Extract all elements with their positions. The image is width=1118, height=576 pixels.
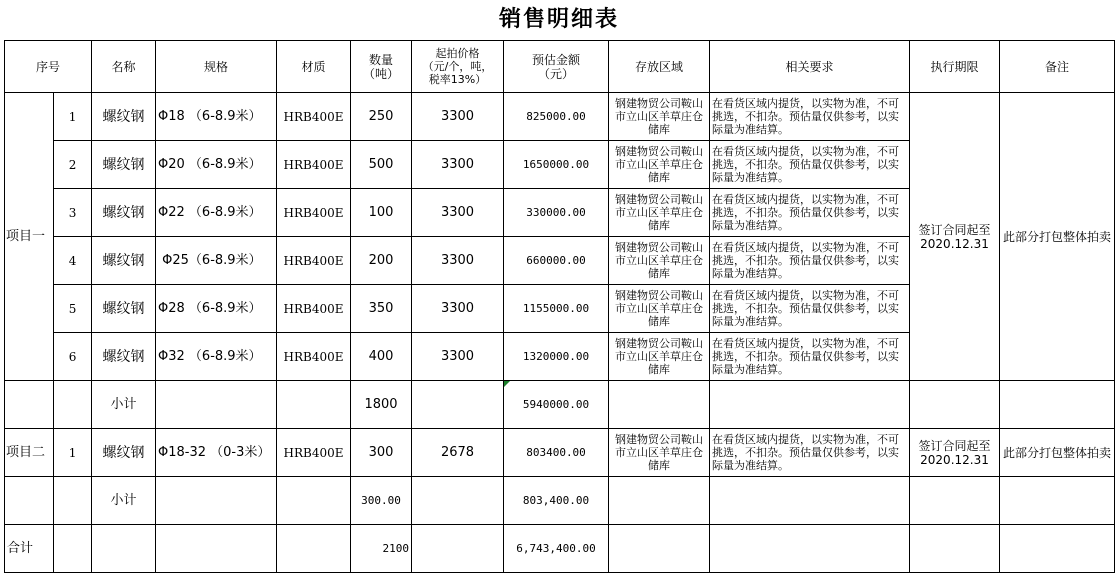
empty-cell — [156, 477, 277, 525]
total-quantity: 2100 — [351, 525, 412, 573]
row-material: HRB400E — [277, 333, 351, 381]
row-spec: Φ18-32 （0-3米） — [156, 429, 277, 477]
row-price: 2678 — [412, 429, 504, 477]
row-material: HRB400E — [277, 429, 351, 477]
group2-label: 项目二 — [5, 429, 54, 477]
empty-cell — [277, 525, 351, 573]
empty-cell — [710, 477, 910, 525]
header-spec: 规格 — [156, 41, 277, 93]
header-location: 存放区域 — [609, 41, 710, 93]
row-name: 螺纹钢 — [92, 189, 156, 237]
row-material: HRB400E — [277, 189, 351, 237]
row-requirements: 在看货区域内提货，以实物为准，不可挑选，不扣杂。预估量仅供参考，以实际量为准结算。 — [710, 333, 910, 381]
header-row — [5, 41, 1115, 93]
comment-marker-icon — [504, 381, 510, 387]
empty-cell — [1000, 525, 1115, 573]
row-price: 3300 — [412, 141, 504, 189]
table-row — [5, 429, 1115, 477]
empty-cell — [412, 477, 504, 525]
row-location: 钢建物贸公司鞍山市立山区羊草庄仓储库 — [609, 285, 710, 333]
row-index: 5 — [54, 285, 92, 333]
group1-label: 项目一 — [5, 93, 54, 381]
row-index: 4 — [54, 237, 92, 285]
row-quantity: 300 — [351, 429, 412, 477]
empty-cell — [156, 525, 277, 573]
row-requirements: 在看货区域内提货，以实物为准，不可挑选，不扣杂。预估量仅供参考，以实际量为准结算。 — [710, 285, 910, 333]
total-amount: 6,743,400.00 — [504, 525, 609, 573]
row-location: 钢建物贸公司鞍山市立山区羊草庄仓储库 — [609, 237, 710, 285]
row-amount: 660000.00 — [504, 237, 609, 285]
row-price: 3300 — [412, 93, 504, 141]
row-amount: 1650000.00 — [504, 141, 609, 189]
subtotal-amount-value: 5940000.00 — [522, 397, 590, 411]
row-location: 钢建物贸公司鞍山市立山区羊草庄仓储库 — [609, 93, 710, 141]
row-price: 3300 — [412, 285, 504, 333]
row-name: 螺纹钢 — [92, 285, 156, 333]
subtotal-quantity: 1800 — [351, 381, 412, 429]
empty-cell — [277, 381, 351, 429]
row-price: 3300 — [412, 189, 504, 237]
empty-cell — [412, 381, 504, 429]
subtotal-label: 小计 — [92, 381, 156, 429]
empty-cell — [609, 477, 710, 525]
group1-period: 签订合同起至2020.12.31 — [910, 93, 1000, 381]
empty-cell — [54, 477, 92, 525]
row-amount: 1155000.00 — [504, 285, 609, 333]
row-name: 螺纹钢 — [92, 333, 156, 381]
empty-cell — [5, 477, 54, 525]
empty-cell — [54, 525, 92, 573]
row-index: 1 — [54, 93, 92, 141]
row-amount: 330000.00 — [504, 189, 609, 237]
row-requirements: 在看货区域内提货，以实物为准，不可挑选，不扣杂。预估量仅供参考，以实际量为准结算。 — [710, 141, 910, 189]
row-amount: 1320000.00 — [504, 333, 609, 381]
row-amount: 825000.00 — [504, 93, 609, 141]
row-location: 钢建物贸公司鞍山市立山区羊草庄仓储库 — [609, 189, 710, 237]
row-index: 2 — [54, 141, 92, 189]
row-material: HRB400E — [277, 141, 351, 189]
header-note: 备注 — [1000, 41, 1115, 93]
empty-cell — [1000, 477, 1115, 525]
row-price: 3300 — [412, 333, 504, 381]
row-spec: Φ20 （6-8.9米） — [156, 141, 277, 189]
sales-detail-table — [4, 40, 1115, 573]
header-material: 材质 — [277, 41, 351, 93]
empty-cell — [910, 477, 1000, 525]
empty-cell — [609, 381, 710, 429]
row-index: 6 — [54, 333, 92, 381]
row-quantity: 350 — [351, 285, 412, 333]
row-location: 钢建物贸公司鞍山市立山区羊草庄仓储库 — [609, 333, 710, 381]
row-quantity: 100 — [351, 189, 412, 237]
empty-cell — [910, 381, 1000, 429]
empty-cell — [609, 525, 710, 573]
row-location: 钢建物贸公司鞍山市立山区羊草庄仓储库 — [609, 141, 710, 189]
row-requirements: 在看货区域内提货，以实物为准，不可挑选，不扣杂。预估量仅供参考，以实际量为准结算。 — [710, 237, 910, 285]
group2-period: 签订合同起至2020.12.31 — [910, 429, 1000, 477]
subtotal-label: 小计 — [92, 477, 156, 525]
empty-cell — [54, 381, 92, 429]
row-quantity: 200 — [351, 237, 412, 285]
row-index: 1 — [54, 429, 92, 477]
row-spec: Φ28 （6-8.9米） — [156, 285, 277, 333]
row-quantity: 500 — [351, 141, 412, 189]
row-spec: Φ32 （6-8.9米） — [156, 333, 277, 381]
header-name: 名称 — [92, 41, 156, 93]
row-requirements: 在看货区域内提货，以实物为准，不可挑选，不扣杂。预估量仅供参考，以实际量为准结算。 — [710, 93, 910, 141]
subtotal-quantity: 300.00 — [351, 477, 412, 525]
row-name: 螺纹钢 — [92, 429, 156, 477]
row-index: 3 — [54, 189, 92, 237]
empty-cell — [710, 525, 910, 573]
empty-cell — [412, 525, 504, 573]
row-material: HRB400E — [277, 237, 351, 285]
row-quantity: 400 — [351, 333, 412, 381]
row-spec: Φ25（6-8.9米） — [156, 237, 277, 285]
row-location: 钢建物贸公司鞍山市立山区羊草庄仓储库 — [609, 429, 710, 477]
group2-note: 此部分打包整体拍卖 — [1000, 429, 1115, 477]
empty-cell — [910, 525, 1000, 573]
header-requirements: 相关要求 — [710, 41, 910, 93]
subtotal-row — [5, 381, 1115, 429]
header-seq: 序号 — [5, 41, 92, 93]
row-price: 3300 — [412, 237, 504, 285]
subtotal-row — [5, 477, 1115, 525]
page-title: 销售明细表 — [498, 7, 619, 32]
header-amount: 预估金额 （元） — [504, 41, 609, 93]
subtotal-amount: 803,400.00 — [504, 477, 609, 525]
row-requirements: 在看货区域内提货，以实物为准，不可挑选，不扣杂。预估量仅供参考，以实际量为准结算。 — [710, 429, 910, 477]
row-spec: Φ18 （6-8.9米） — [156, 93, 277, 141]
total-label: 合计 — [5, 525, 54, 573]
row-name: 螺纹钢 — [92, 93, 156, 141]
row-quantity: 250 — [351, 93, 412, 141]
total-row — [5, 525, 1115, 573]
header-price: 起拍价格 （元/个，吨， 税率13%） — [412, 41, 504, 93]
row-name: 螺纹钢 — [92, 141, 156, 189]
empty-cell — [5, 381, 54, 429]
empty-cell — [156, 381, 277, 429]
row-spec: Φ22 （6-8.9米） — [156, 189, 277, 237]
row-name: 螺纹钢 — [92, 237, 156, 285]
empty-cell — [710, 381, 910, 429]
subtotal-amount — [504, 381, 609, 429]
group1-note: 此部分打包整体拍卖 — [1000, 93, 1115, 381]
empty-cell — [277, 477, 351, 525]
row-amount: 803400.00 — [504, 429, 609, 477]
header-quantity: 数量 （吨） — [351, 41, 412, 93]
table-row — [5, 93, 1115, 141]
header-period: 执行期限 — [910, 41, 1000, 93]
row-material: HRB400E — [277, 285, 351, 333]
row-requirements: 在看货区域内提货，以实物为准，不可挑选，不扣杂。预估量仅供参考，以实际量为准结算。 — [710, 189, 910, 237]
empty-cell — [92, 525, 156, 573]
empty-cell — [1000, 381, 1115, 429]
row-material: HRB400E — [277, 93, 351, 141]
